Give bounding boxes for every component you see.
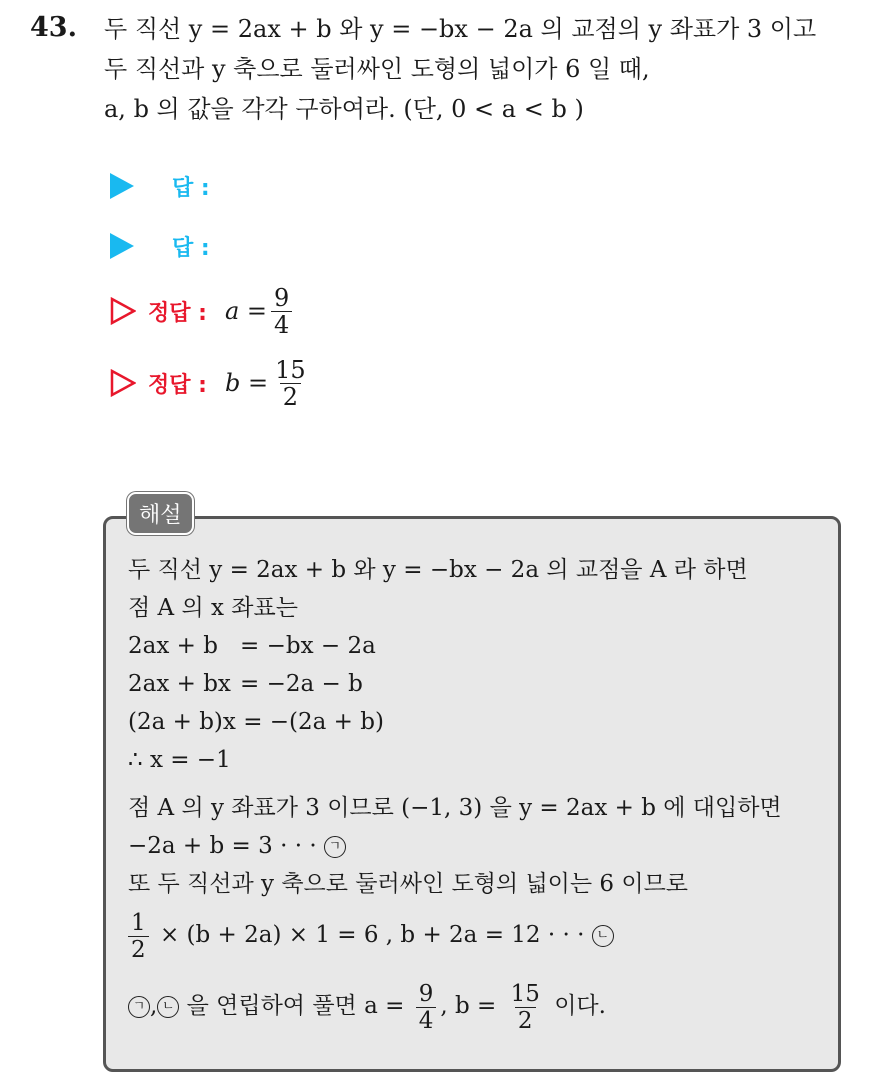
fraction-b-solution: $\frac{15}{2}$ — [510, 980, 540, 1034]
correct-var-b: b = — [224, 369, 269, 397]
solution-eq-3: (2a + b)x = −(2a + b) — [128, 709, 384, 735]
question-number: 43. — [30, 12, 77, 43]
correct-label: 정답 : — [148, 372, 207, 398]
outline-triangle-icon — [110, 297, 136, 325]
answer-label: 답 : — [172, 235, 210, 261]
solution-tag: 해설 — [127, 492, 194, 535]
correct-answer-row-1 — [110, 283, 296, 339]
answer-row-2 — [110, 218, 210, 274]
fraction-half: $\frac{1}{2}$ — [128, 910, 149, 963]
solution-line-5: 또 두 직선과 y 축으로 둘러싸인 도형의 넓이는 6 이므로 — [128, 871, 689, 897]
solution-line-7: ㄱ , ㄴ 을 연립하여 풀면 a = $\frac{9}{4}$ , b = $\frac{15}{2}$ 이다. — [128, 976, 606, 1036]
correct-answer-row-2 — [110, 355, 313, 411]
circled-mark-2: ㄴ — [592, 925, 614, 947]
fraction-a-solution: $\frac{9}{4}$ — [416, 981, 437, 1034]
solution-line-4: −2a + b = 3 · · · ㄱ — [128, 829, 346, 863]
fraction-a: $\frac{9}{4}$ — [271, 285, 292, 338]
solution-line-3: 점 A 의 y 좌표가 3 이므로 (−1, 3) 을 y = 2ax + b 에 대입하면 — [128, 795, 782, 821]
solution-line-6: $\frac{1}{2}$ × (b + 2a) × 1 = 6 , b + 2a = 12 · · · ㄴ — [128, 905, 614, 965]
answer-label: 답 : — [172, 175, 210, 201]
solution-eq-1: 2ax + b = −bx − 2a — [128, 633, 376, 659]
solution-line-2: 점 A 의 x 좌표는 — [128, 595, 298, 621]
fraction-b: $\frac{15}{2}$ — [275, 355, 306, 411]
play-triangle-icon — [110, 173, 134, 199]
correct-var-a: a = — [224, 297, 268, 325]
solution-eq-2: 2ax + bx = −2a − b — [128, 671, 363, 697]
solution-line-1: 두 직선 y = 2ax + b 와 y = −bx − 2a 의 교점을 A 라 하면 — [128, 557, 748, 583]
correct-label: 정답 : — [148, 300, 207, 326]
solution-eq-4: ∴ x = −1 — [128, 747, 231, 773]
question-line-2: 두 직선과 y 축으로 둘러싸인 도형의 넓이가 6 일 때, — [104, 55, 650, 83]
question-line-1: 두 직선 y = 2ax + b 와 y = −bx − 2a 의 교점의 y 좌표가 3 이고 — [104, 15, 817, 43]
answer-row-1 — [110, 158, 210, 214]
play-triangle-icon — [110, 233, 134, 259]
outline-triangle-icon — [110, 369, 136, 397]
question-line-3: a, b 의 값을 각각 구하여라. (단, 0 < a < b ) — [104, 95, 584, 123]
circled-mark-1: ㄱ — [324, 836, 346, 858]
